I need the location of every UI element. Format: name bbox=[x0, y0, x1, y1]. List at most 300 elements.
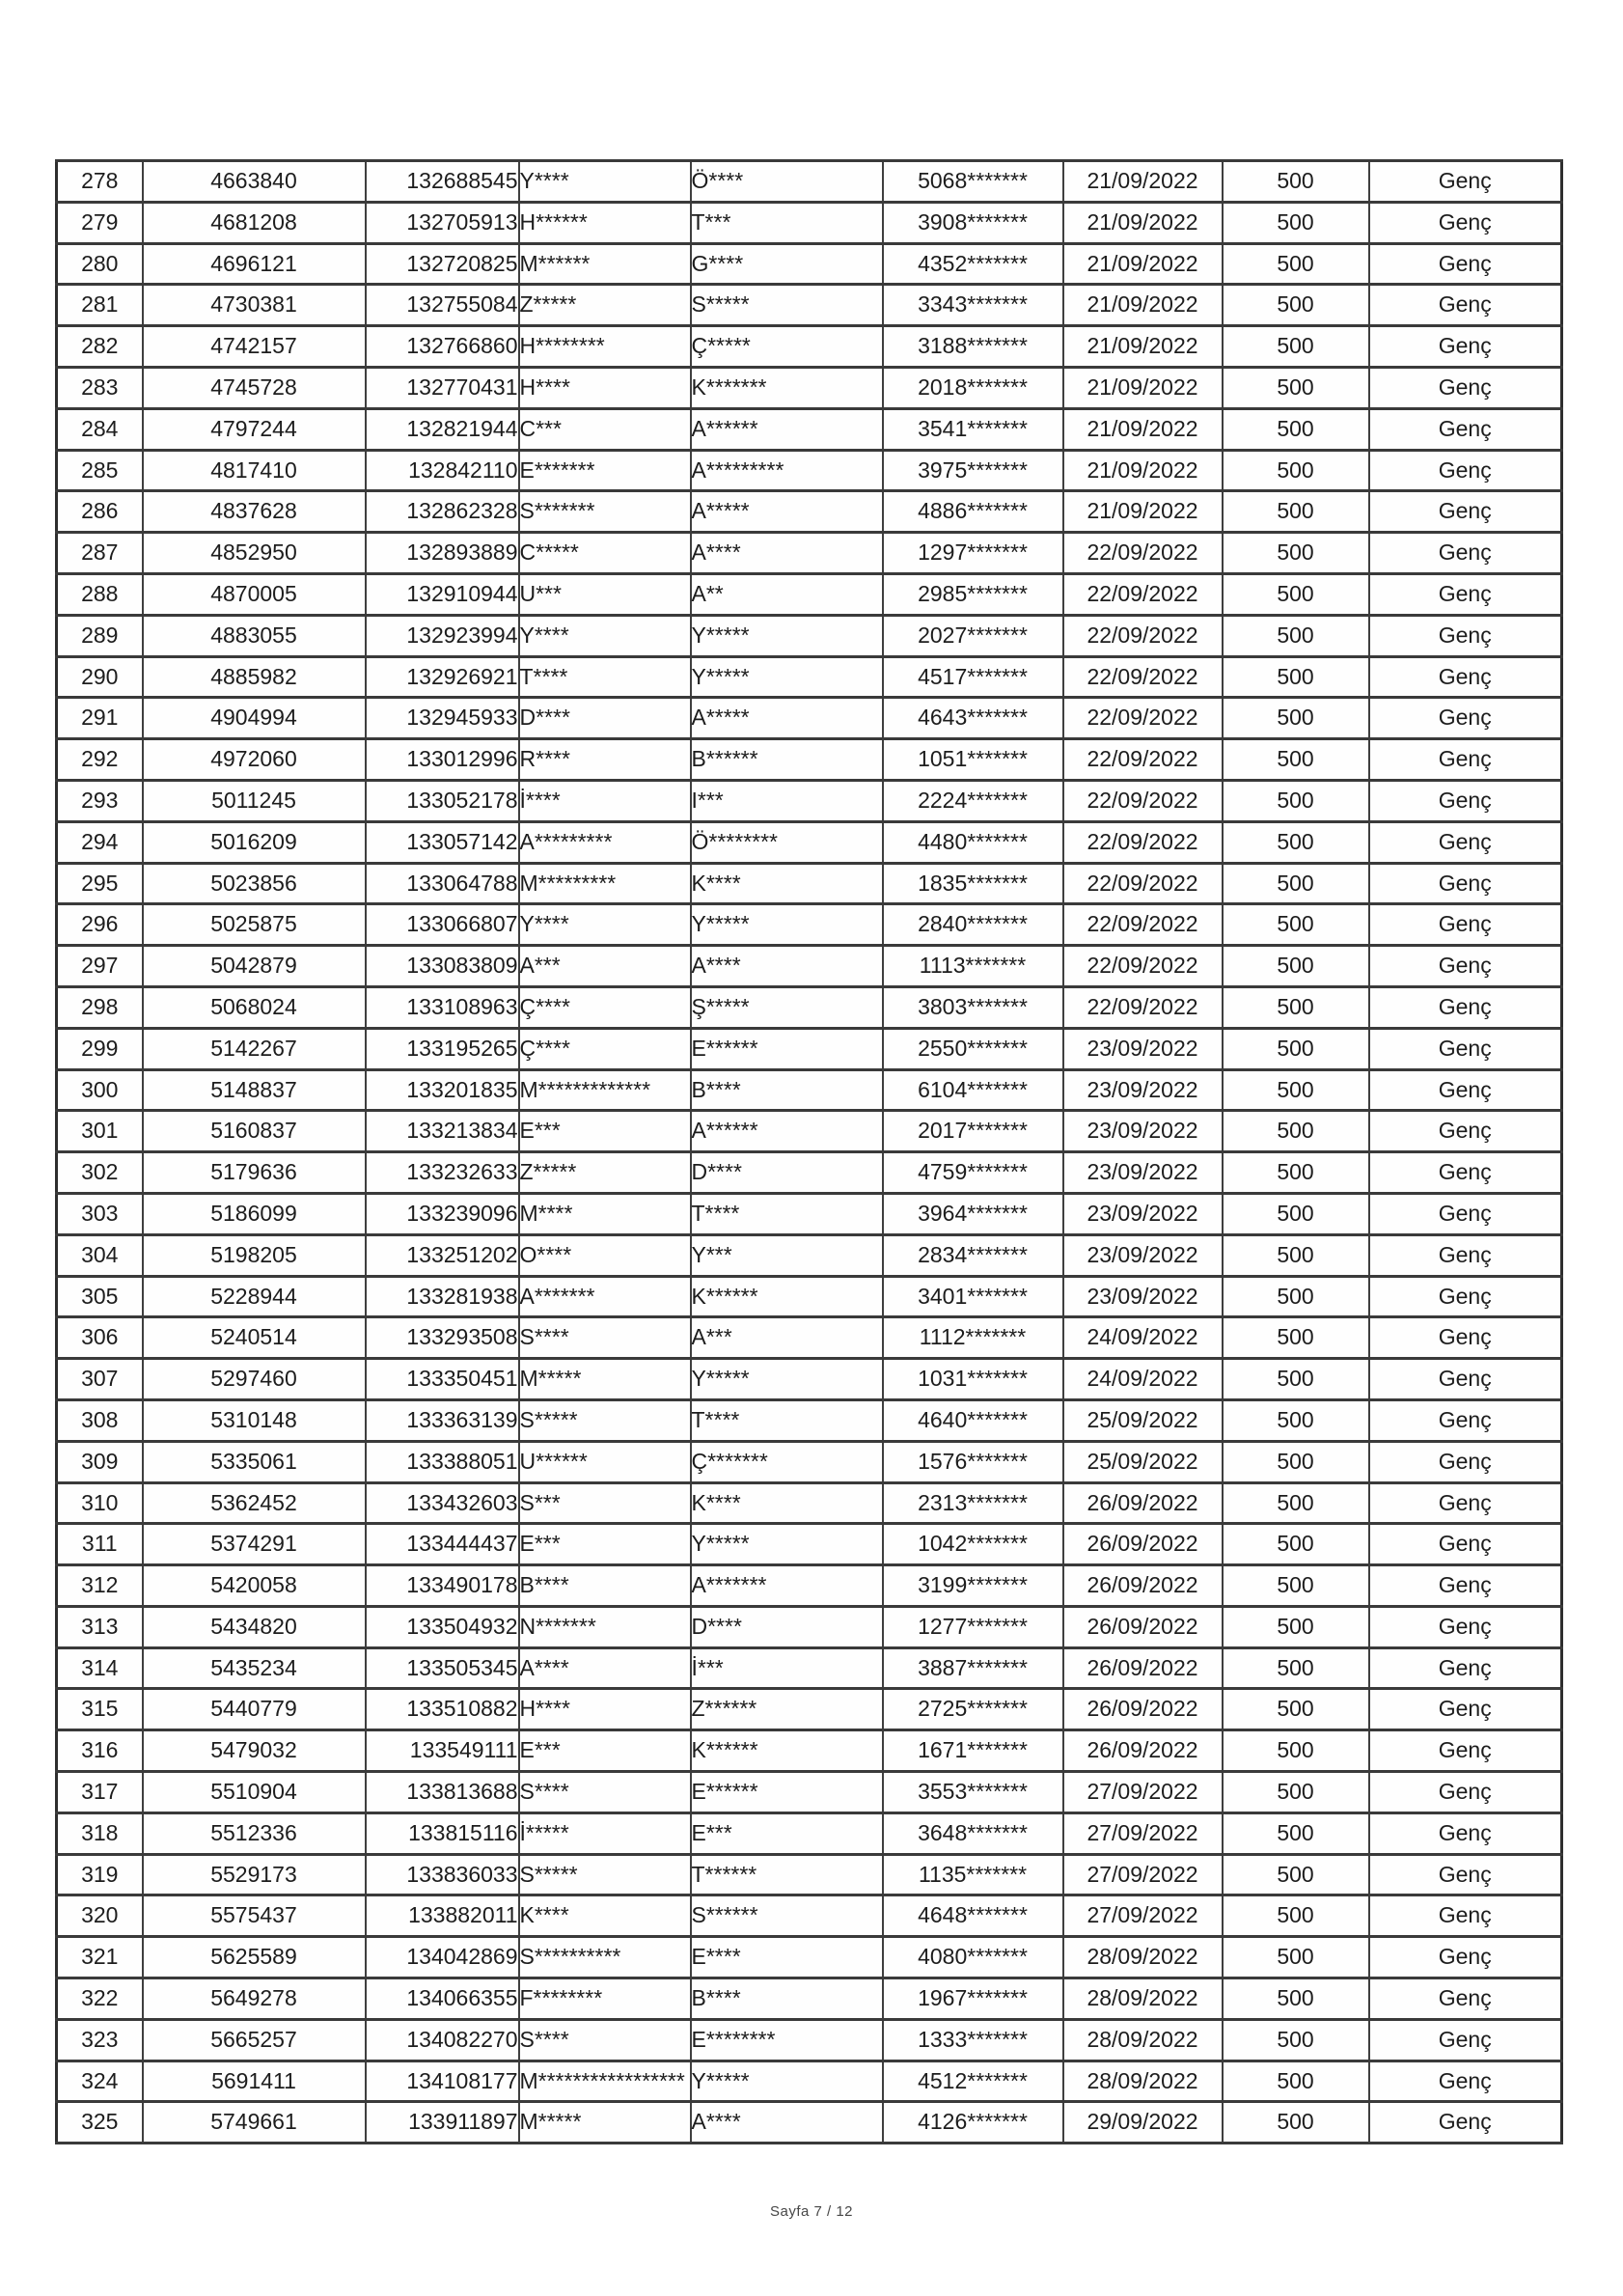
masked-last-name-cell: A***** bbox=[691, 698, 883, 739]
masked-first-name-cell: C***** bbox=[519, 533, 691, 574]
masked-last-name-cell: E******** bbox=[691, 2019, 883, 2061]
category-cell: Genç bbox=[1369, 573, 1562, 615]
date-cell: 22/09/2022 bbox=[1063, 946, 1223, 987]
row-number-cell: 281 bbox=[57, 285, 143, 326]
masked-first-name-cell: Ç**** bbox=[519, 1028, 691, 1069]
amount-cell: 500 bbox=[1223, 1441, 1369, 1482]
masked-national-id-cell: 3343******* bbox=[883, 285, 1063, 326]
amount-cell: 500 bbox=[1223, 1359, 1369, 1400]
category-cell: Genç bbox=[1369, 1524, 1562, 1565]
masked-national-id-cell: 2725******* bbox=[883, 1689, 1063, 1730]
reference-id-cell: 133813688 bbox=[366, 1772, 519, 1813]
masked-first-name-cell: N******* bbox=[519, 1606, 691, 1647]
row-number-cell: 278 bbox=[57, 161, 143, 203]
category-cell: Genç bbox=[1369, 450, 1562, 491]
reference-id-cell: 133108963 bbox=[366, 986, 519, 1028]
table-row bbox=[57, 2019, 1562, 2061]
table-row bbox=[57, 1399, 1562, 1441]
reference-id-cell: 133350451 bbox=[366, 1359, 519, 1400]
masked-last-name-cell: D**** bbox=[691, 1606, 883, 1647]
masked-last-name-cell: B**** bbox=[691, 1069, 883, 1111]
amount-cell: 500 bbox=[1223, 1193, 1369, 1234]
member-id-cell: 5665257 bbox=[143, 2019, 366, 2061]
masked-national-id-cell: 2550******* bbox=[883, 1028, 1063, 1069]
member-id-cell: 5023856 bbox=[143, 863, 366, 904]
amount-cell: 500 bbox=[1223, 1152, 1369, 1194]
amount-cell: 500 bbox=[1223, 615, 1369, 656]
row-number-cell: 288 bbox=[57, 573, 143, 615]
amount-cell: 500 bbox=[1223, 1524, 1369, 1565]
masked-last-name-cell: A**** bbox=[691, 2102, 883, 2144]
table-row bbox=[57, 1276, 1562, 1317]
category-cell: Genç bbox=[1369, 1234, 1562, 1276]
masked-last-name-cell: E*** bbox=[691, 1812, 883, 1854]
masked-last-name-cell: S****** bbox=[691, 1895, 883, 1937]
masked-first-name-cell: B**** bbox=[519, 1565, 691, 1607]
masked-last-name-cell: B****** bbox=[691, 739, 883, 781]
masked-first-name-cell: M**** bbox=[519, 1193, 691, 1234]
masked-national-id-cell: 3975******* bbox=[883, 450, 1063, 491]
masked-last-name-cell: A******* bbox=[691, 1565, 883, 1607]
member-id-cell: 5479032 bbox=[143, 1730, 366, 1772]
member-id-cell: 4745728 bbox=[143, 367, 366, 408]
member-id-cell: 5435234 bbox=[143, 1647, 366, 1689]
date-cell: 22/09/2022 bbox=[1063, 986, 1223, 1028]
row-number-cell: 311 bbox=[57, 1524, 143, 1565]
row-number-cell: 285 bbox=[57, 450, 143, 491]
masked-national-id-cell: 1277******* bbox=[883, 1606, 1063, 1647]
reference-id-cell: 132766860 bbox=[366, 326, 519, 368]
masked-national-id-cell: 4512******* bbox=[883, 2061, 1063, 2102]
category-cell: Genç bbox=[1369, 408, 1562, 450]
masked-last-name-cell: Ö**** bbox=[691, 161, 883, 203]
date-cell: 21/09/2022 bbox=[1063, 161, 1223, 203]
category-cell: Genç bbox=[1369, 1854, 1562, 1895]
masked-last-name-cell: Ş***** bbox=[691, 986, 883, 1028]
row-number-cell: 321 bbox=[57, 1937, 143, 1978]
page-number-footer: Sayfa 7 / 12 bbox=[769, 2203, 854, 2220]
table-row bbox=[57, 1359, 1562, 1400]
amount-cell: 500 bbox=[1223, 326, 1369, 368]
row-number-cell: 303 bbox=[57, 1193, 143, 1234]
table-row bbox=[57, 1193, 1562, 1234]
amount-cell: 500 bbox=[1223, 1895, 1369, 1937]
date-cell: 23/09/2022 bbox=[1063, 1111, 1223, 1152]
masked-last-name-cell: G**** bbox=[691, 243, 883, 285]
table-row bbox=[57, 243, 1562, 285]
date-cell: 28/09/2022 bbox=[1063, 1937, 1223, 1978]
category-cell: Genç bbox=[1369, 243, 1562, 285]
masked-national-id-cell: 2017******* bbox=[883, 1111, 1063, 1152]
category-cell: Genç bbox=[1369, 904, 1562, 946]
category-cell: Genç bbox=[1369, 1565, 1562, 1607]
category-cell: Genç bbox=[1369, 1317, 1562, 1359]
masked-national-id-cell: 3199******* bbox=[883, 1565, 1063, 1607]
masked-last-name-cell: E**** bbox=[691, 1937, 883, 1978]
member-id-cell: 5016209 bbox=[143, 821, 366, 863]
member-id-cell: 5510904 bbox=[143, 1772, 366, 1813]
masked-last-name-cell: Y***** bbox=[691, 656, 883, 698]
masked-first-name-cell: S***** bbox=[519, 1854, 691, 1895]
row-number-cell: 304 bbox=[57, 1234, 143, 1276]
masked-first-name-cell: A******* bbox=[519, 1276, 691, 1317]
masked-first-name-cell: H**** bbox=[519, 367, 691, 408]
masked-last-name-cell: I*** bbox=[691, 780, 883, 821]
masked-first-name-cell: M********* bbox=[519, 863, 691, 904]
amount-cell: 500 bbox=[1223, 1111, 1369, 1152]
date-cell: 21/09/2022 bbox=[1063, 491, 1223, 533]
masked-last-name-cell: A********* bbox=[691, 450, 883, 491]
category-cell: Genç bbox=[1369, 1978, 1562, 2020]
amount-cell: 500 bbox=[1223, 1028, 1369, 1069]
masked-last-name-cell: T**** bbox=[691, 1399, 883, 1441]
table-row bbox=[57, 367, 1562, 408]
reference-id-cell: 133293508 bbox=[366, 1317, 519, 1359]
masked-national-id-cell: 1835******* bbox=[883, 863, 1063, 904]
date-cell: 26/09/2022 bbox=[1063, 1565, 1223, 1607]
amount-cell: 500 bbox=[1223, 1647, 1369, 1689]
date-cell: 22/09/2022 bbox=[1063, 573, 1223, 615]
masked-first-name-cell: İ**** bbox=[519, 780, 691, 821]
category-cell: Genç bbox=[1369, 656, 1562, 698]
category-cell: Genç bbox=[1369, 986, 1562, 1028]
masked-first-name-cell: K**** bbox=[519, 1895, 691, 1937]
reference-id-cell: 132720825 bbox=[366, 243, 519, 285]
reference-id-cell: 133251202 bbox=[366, 1234, 519, 1276]
masked-first-name-cell: M***************** bbox=[519, 2061, 691, 2102]
table-row bbox=[57, 202, 1562, 243]
row-number-cell: 289 bbox=[57, 615, 143, 656]
table-row bbox=[57, 698, 1562, 739]
member-id-cell: 5228944 bbox=[143, 1276, 366, 1317]
row-number-cell: 307 bbox=[57, 1359, 143, 1400]
masked-national-id-cell: 3188******* bbox=[883, 326, 1063, 368]
date-cell: 22/09/2022 bbox=[1063, 656, 1223, 698]
masked-first-name-cell: S**** bbox=[519, 2019, 691, 2061]
masked-last-name-cell: Y***** bbox=[691, 615, 883, 656]
masked-first-name-cell: Z***** bbox=[519, 1152, 691, 1194]
masked-national-id-cell: 3887******* bbox=[883, 1647, 1063, 1689]
masked-last-name-cell: Y***** bbox=[691, 904, 883, 946]
masked-last-name-cell: Ç******* bbox=[691, 1441, 883, 1482]
row-number-cell: 302 bbox=[57, 1152, 143, 1194]
masked-national-id-cell: 4517******* bbox=[883, 656, 1063, 698]
reference-id-cell: 132770431 bbox=[366, 367, 519, 408]
row-number-cell: 291 bbox=[57, 698, 143, 739]
table-row bbox=[57, 573, 1562, 615]
member-id-cell: 5310148 bbox=[143, 1399, 366, 1441]
date-cell: 22/09/2022 bbox=[1063, 780, 1223, 821]
date-cell: 25/09/2022 bbox=[1063, 1441, 1223, 1482]
reference-id-cell: 132862328 bbox=[366, 491, 519, 533]
masked-first-name-cell: A********* bbox=[519, 821, 691, 863]
row-number-cell: 305 bbox=[57, 1276, 143, 1317]
row-number-cell: 308 bbox=[57, 1399, 143, 1441]
member-id-cell: 5420058 bbox=[143, 1565, 366, 1607]
masked-first-name-cell: Ç**** bbox=[519, 986, 691, 1028]
row-number-cell: 296 bbox=[57, 904, 143, 946]
date-cell: 25/09/2022 bbox=[1063, 1399, 1223, 1441]
category-cell: Genç bbox=[1369, 780, 1562, 821]
date-cell: 28/09/2022 bbox=[1063, 1978, 1223, 2020]
amount-cell: 500 bbox=[1223, 739, 1369, 781]
table-row bbox=[57, 1069, 1562, 1111]
member-id-cell: 4696121 bbox=[143, 243, 366, 285]
masked-first-name-cell: M***** bbox=[519, 1359, 691, 1400]
category-cell: Genç bbox=[1369, 1895, 1562, 1937]
masked-last-name-cell: Y***** bbox=[691, 1359, 883, 1400]
member-id-cell: 4870005 bbox=[143, 573, 366, 615]
amount-cell: 500 bbox=[1223, 2102, 1369, 2144]
masked-first-name-cell: S**** bbox=[519, 1772, 691, 1813]
row-number-cell: 310 bbox=[57, 1482, 143, 1524]
category-cell: Genç bbox=[1369, 1772, 1562, 1813]
date-cell: 28/09/2022 bbox=[1063, 2019, 1223, 2061]
masked-first-name-cell: T**** bbox=[519, 656, 691, 698]
masked-national-id-cell: 2985******* bbox=[883, 573, 1063, 615]
masked-national-id-cell: 1967******* bbox=[883, 1978, 1063, 2020]
amount-cell: 500 bbox=[1223, 1399, 1369, 1441]
masked-first-name-cell: Y**** bbox=[519, 161, 691, 203]
row-number-cell: 299 bbox=[57, 1028, 143, 1069]
masked-last-name-cell: Y*** bbox=[691, 1234, 883, 1276]
reference-id-cell: 132945933 bbox=[366, 698, 519, 739]
reference-id-cell: 133239096 bbox=[366, 1193, 519, 1234]
masked-national-id-cell: 1333******* bbox=[883, 2019, 1063, 2061]
date-cell: 26/09/2022 bbox=[1063, 1689, 1223, 1730]
amount-cell: 500 bbox=[1223, 780, 1369, 821]
masked-national-id-cell: 3648******* bbox=[883, 1812, 1063, 1854]
amount-cell: 500 bbox=[1223, 1854, 1369, 1895]
amount-cell: 500 bbox=[1223, 573, 1369, 615]
amount-cell: 500 bbox=[1223, 450, 1369, 491]
table-row bbox=[57, 1772, 1562, 1813]
row-number-cell: 295 bbox=[57, 863, 143, 904]
masked-last-name-cell: A****** bbox=[691, 408, 883, 450]
table-row bbox=[57, 1812, 1562, 1854]
amount-cell: 500 bbox=[1223, 904, 1369, 946]
member-id-cell: 4837628 bbox=[143, 491, 366, 533]
category-cell: Genç bbox=[1369, 1647, 1562, 1689]
masked-last-name-cell: Z****** bbox=[691, 1689, 883, 1730]
member-id-cell: 5362452 bbox=[143, 1482, 366, 1524]
masked-first-name-cell: M****** bbox=[519, 243, 691, 285]
row-number-cell: 282 bbox=[57, 326, 143, 368]
table-row bbox=[57, 533, 1562, 574]
member-id-cell: 5749661 bbox=[143, 2102, 366, 2144]
amount-cell: 500 bbox=[1223, 986, 1369, 1028]
date-cell: 23/09/2022 bbox=[1063, 1152, 1223, 1194]
reference-id-cell: 133066807 bbox=[366, 904, 519, 946]
reference-id-cell: 133882011 bbox=[366, 1895, 519, 1937]
document-page bbox=[55, 159, 1563, 2144]
masked-first-name-cell: R**** bbox=[519, 739, 691, 781]
row-number-cell: 314 bbox=[57, 1647, 143, 1689]
masked-first-name-cell: E*** bbox=[519, 1524, 691, 1565]
amount-cell: 500 bbox=[1223, 656, 1369, 698]
masked-national-id-cell: 3964******* bbox=[883, 1193, 1063, 1234]
date-cell: 22/09/2022 bbox=[1063, 739, 1223, 781]
reference-id-cell: 132923994 bbox=[366, 615, 519, 656]
reference-id-cell: 133201835 bbox=[366, 1069, 519, 1111]
row-number-cell: 323 bbox=[57, 2019, 143, 2061]
table-row bbox=[57, 408, 1562, 450]
reference-id-cell: 132910944 bbox=[366, 573, 519, 615]
category-cell: Genç bbox=[1369, 367, 1562, 408]
masked-national-id-cell: 4886******* bbox=[883, 491, 1063, 533]
date-cell: 26/09/2022 bbox=[1063, 1647, 1223, 1689]
member-id-cell: 4681208 bbox=[143, 202, 366, 243]
date-cell: 26/09/2022 bbox=[1063, 1524, 1223, 1565]
amount-cell: 500 bbox=[1223, 1234, 1369, 1276]
masked-last-name-cell: T*** bbox=[691, 202, 883, 243]
masked-national-id-cell: 1031******* bbox=[883, 1359, 1063, 1400]
masked-first-name-cell: E******* bbox=[519, 450, 691, 491]
date-cell: 23/09/2022 bbox=[1063, 1069, 1223, 1111]
masked-national-id-cell: 4643******* bbox=[883, 698, 1063, 739]
table-row bbox=[57, 1937, 1562, 1978]
row-number-cell: 324 bbox=[57, 2061, 143, 2102]
masked-first-name-cell: E*** bbox=[519, 1730, 691, 1772]
masked-national-id-cell: 3553******* bbox=[883, 1772, 1063, 1813]
table-row bbox=[57, 1234, 1562, 1276]
member-id-cell: 5575437 bbox=[143, 1895, 366, 1937]
masked-first-name-cell: Y**** bbox=[519, 615, 691, 656]
table-row bbox=[57, 615, 1562, 656]
member-id-cell: 5025875 bbox=[143, 904, 366, 946]
member-id-cell: 5625589 bbox=[143, 1937, 366, 1978]
category-cell: Genç bbox=[1369, 285, 1562, 326]
records-table bbox=[55, 159, 1563, 2144]
category-cell: Genç bbox=[1369, 946, 1562, 987]
date-cell: 27/09/2022 bbox=[1063, 1772, 1223, 1813]
member-id-cell: 5011245 bbox=[143, 780, 366, 821]
reference-id-cell: 134042869 bbox=[366, 1937, 519, 1978]
masked-last-name-cell: T**** bbox=[691, 1193, 883, 1234]
row-number-cell: 293 bbox=[57, 780, 143, 821]
masked-first-name-cell: H******** bbox=[519, 326, 691, 368]
table-row bbox=[57, 1524, 1562, 1565]
category-cell: Genç bbox=[1369, 202, 1562, 243]
member-id-cell: 5042879 bbox=[143, 946, 366, 987]
date-cell: 24/09/2022 bbox=[1063, 1317, 1223, 1359]
masked-national-id-cell: 4352******* bbox=[883, 243, 1063, 285]
masked-last-name-cell: A** bbox=[691, 573, 883, 615]
row-number-cell: 284 bbox=[57, 408, 143, 450]
masked-first-name-cell: M************* bbox=[519, 1069, 691, 1111]
table-row bbox=[57, 1730, 1562, 1772]
masked-national-id-cell: 3541******* bbox=[883, 408, 1063, 450]
masked-last-name-cell: A***** bbox=[691, 491, 883, 533]
table-row bbox=[57, 1152, 1562, 1194]
amount-cell: 500 bbox=[1223, 863, 1369, 904]
masked-national-id-cell: 4640******* bbox=[883, 1399, 1063, 1441]
table-row bbox=[57, 1028, 1562, 1069]
masked-first-name-cell: S******* bbox=[519, 491, 691, 533]
reference-id-cell: 134082270 bbox=[366, 2019, 519, 2061]
category-cell: Genç bbox=[1369, 491, 1562, 533]
member-id-cell: 5297460 bbox=[143, 1359, 366, 1400]
amount-cell: 500 bbox=[1223, 1565, 1369, 1607]
date-cell: 22/09/2022 bbox=[1063, 904, 1223, 946]
masked-national-id-cell: 1042******* bbox=[883, 1524, 1063, 1565]
table-row bbox=[57, 1482, 1562, 1524]
row-number-cell: 319 bbox=[57, 1854, 143, 1895]
masked-first-name-cell: H**** bbox=[519, 1689, 691, 1730]
masked-last-name-cell: K**** bbox=[691, 863, 883, 904]
date-cell: 22/09/2022 bbox=[1063, 698, 1223, 739]
reference-id-cell: 133510882 bbox=[366, 1689, 519, 1730]
masked-national-id-cell: 4648******* bbox=[883, 1895, 1063, 1937]
masked-national-id-cell: 2224******* bbox=[883, 780, 1063, 821]
table-row bbox=[57, 1647, 1562, 1689]
row-number-cell: 301 bbox=[57, 1111, 143, 1152]
member-id-cell: 4883055 bbox=[143, 615, 366, 656]
table-row bbox=[57, 656, 1562, 698]
amount-cell: 500 bbox=[1223, 243, 1369, 285]
masked-last-name-cell: Ö******** bbox=[691, 821, 883, 863]
reference-id-cell: 133432603 bbox=[366, 1482, 519, 1524]
row-number-cell: 300 bbox=[57, 1069, 143, 1111]
masked-first-name-cell: U****** bbox=[519, 1441, 691, 1482]
masked-last-name-cell: T****** bbox=[691, 1854, 883, 1895]
row-number-cell: 283 bbox=[57, 367, 143, 408]
table-row bbox=[57, 1689, 1562, 1730]
member-id-cell: 4852950 bbox=[143, 533, 366, 574]
reference-id-cell: 133083809 bbox=[366, 946, 519, 987]
date-cell: 27/09/2022 bbox=[1063, 1854, 1223, 1895]
amount-cell: 500 bbox=[1223, 1730, 1369, 1772]
masked-national-id-cell: 4759******* bbox=[883, 1152, 1063, 1194]
table-row bbox=[57, 821, 1562, 863]
row-number-cell: 322 bbox=[57, 1978, 143, 2020]
date-cell: 23/09/2022 bbox=[1063, 1028, 1223, 1069]
category-cell: Genç bbox=[1369, 739, 1562, 781]
amount-cell: 500 bbox=[1223, 161, 1369, 203]
masked-first-name-cell: S**** bbox=[519, 1317, 691, 1359]
row-number-cell: 320 bbox=[57, 1895, 143, 1937]
masked-national-id-cell: 5068******* bbox=[883, 161, 1063, 203]
table-row bbox=[57, 780, 1562, 821]
reference-id-cell: 132893889 bbox=[366, 533, 519, 574]
table-row bbox=[57, 1854, 1562, 1895]
reference-id-cell: 133504932 bbox=[366, 1606, 519, 1647]
category-cell: Genç bbox=[1369, 1276, 1562, 1317]
table-row bbox=[57, 1606, 1562, 1647]
masked-last-name-cell: K**** bbox=[691, 1482, 883, 1524]
amount-cell: 500 bbox=[1223, 698, 1369, 739]
member-id-cell: 5374291 bbox=[143, 1524, 366, 1565]
member-id-cell: 5529173 bbox=[143, 1854, 366, 1895]
masked-first-name-cell: E*** bbox=[519, 1111, 691, 1152]
amount-cell: 500 bbox=[1223, 285, 1369, 326]
member-id-cell: 4904994 bbox=[143, 698, 366, 739]
row-number-cell: 312 bbox=[57, 1565, 143, 1607]
masked-first-name-cell: İ***** bbox=[519, 1812, 691, 1854]
date-cell: 21/09/2022 bbox=[1063, 408, 1223, 450]
row-number-cell: 290 bbox=[57, 656, 143, 698]
reference-id-cell: 134066355 bbox=[366, 1978, 519, 2020]
row-number-cell: 297 bbox=[57, 946, 143, 987]
masked-national-id-cell: 4126******* bbox=[883, 2102, 1063, 2144]
member-id-cell: 5186099 bbox=[143, 1193, 366, 1234]
member-id-cell: 5198205 bbox=[143, 1234, 366, 1276]
masked-first-name-cell: Z***** bbox=[519, 285, 691, 326]
masked-last-name-cell: A**** bbox=[691, 533, 883, 574]
masked-national-id-cell: 1671******* bbox=[883, 1730, 1063, 1772]
masked-first-name-cell: C*** bbox=[519, 408, 691, 450]
masked-first-name-cell: Y**** bbox=[519, 904, 691, 946]
